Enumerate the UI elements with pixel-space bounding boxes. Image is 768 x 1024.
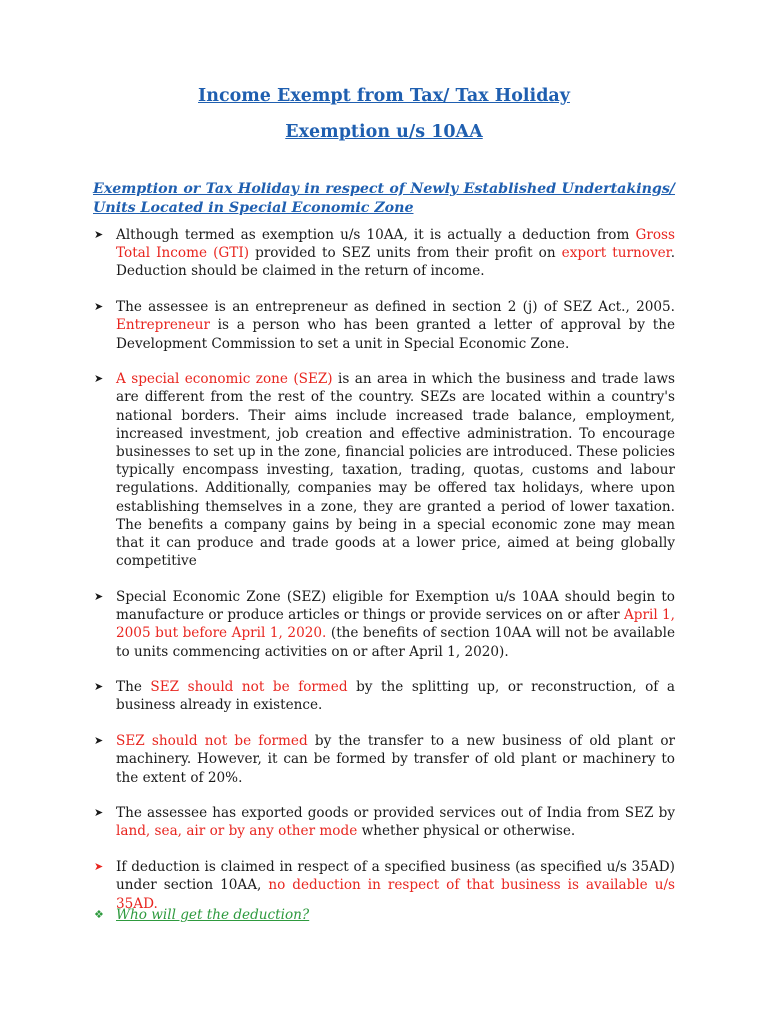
page-subtitle: Exemption u/s 10AA	[285, 122, 483, 142]
diamond-bullet-icon: ❖	[94, 908, 104, 921]
bullet-item	[93, 804, 675, 840]
arrow-bullet-icon: ➤	[94, 300, 104, 314]
arrow-bullet-icon: ➤	[94, 734, 104, 748]
highlight-text: export turnover	[561, 245, 671, 262]
arrow-bullet-icon: ➤	[94, 372, 104, 386]
bullet-text: The assessee has exported goods or provided services out of India from SEZ by	[116, 805, 675, 822]
bullet-text: provided to SEZ units from their profit on	[249, 245, 562, 262]
bullet-item	[93, 370, 675, 570]
bullet-list	[93, 226, 675, 930]
arrow-bullet-icon: ➤	[94, 806, 104, 820]
bullet-text: whether physical or otherwise.	[357, 823, 576, 840]
highlight-text: land, sea, air or by any other mode	[116, 823, 358, 840]
highlight-text: no deduction in respect of that business is available u/s 35AD.	[116, 877, 675, 912]
highlight-text: April 1, 2005 but before April 1, 2020.	[116, 607, 675, 642]
arrow-bullet-icon: ➤	[94, 589, 104, 603]
section-heading: Exemption or Tax Holiday in respect of Newly Established Undertakings/ Units Located in Special Economic Zone	[93, 181, 675, 216]
highlight-text: Entrepreneur	[116, 317, 210, 334]
bullet-text: . Deduction should be claimed in the return of income.	[116, 245, 676, 280]
question-link[interactable]: Who will get the deduction?	[116, 907, 310, 923]
highlight-text: Gross Total Income (GTI)	[116, 227, 675, 262]
bullet-text: If deduction is claimed in respect of a specified business (as specified u/s 35AD) under section 10AA,	[116, 859, 675, 894]
bullet-item	[93, 858, 675, 913]
bullet-text: The	[116, 679, 151, 696]
highlight-text: SEZ should not be formed	[116, 733, 308, 750]
bullet-text: The assessee is an entrepreneur as defined in section 2 (j) of SEZ Act., 2005.	[116, 299, 675, 316]
highlight-text: SEZ should not be formed	[150, 679, 348, 696]
bullet-item	[93, 678, 675, 714]
bullet-item	[93, 298, 675, 353]
bullet-text: Although termed as exemption u/s 10AA, it is actually a deduction from	[116, 227, 636, 243]
bullet-text: (the benefits of section 10AA will not be available to units commencing activities on or after April 1, 2020).	[116, 625, 675, 660]
arrow-bullet-icon: ➤	[94, 680, 104, 694]
bullet-item	[93, 732, 675, 787]
bullet-item	[93, 588, 675, 661]
question-item	[93, 906, 309, 924]
arrow-bullet-icon: ➤	[94, 860, 104, 874]
highlight-text: A special economic zone (SEZ)	[116, 371, 333, 388]
bullet-item	[93, 226, 675, 281]
page-title: Income Exempt from Tax/ Tax Holiday	[198, 86, 570, 106]
bullet-text: is a person who has been granted a letter of approval by the Development Commission to set a unit in Special Economic Zone.	[116, 317, 675, 352]
arrow-bullet-icon: ➤	[94, 228, 104, 241]
bullet-text: by the transfer to a new business of old plant or machinery. However, it can be formed by transfer of old plant or machinery to the extent of 20%.	[116, 733, 675, 786]
bullet-text: by the splitting up, or reconstruction, of a business already in existence.	[116, 679, 675, 714]
bullet-text: Special Economic Zone (SEZ) eligible for Exemption u/s 10AA should begin to manufacture or produce articles or things or provide services on or after	[116, 588, 675, 624]
bullet-text: is an area in which the business and trade laws are different from the rest of the country. SEZs are located within a country's national borders. Their aims include increased trade balance, employment, increased investment, job creation and effective administration. To encourage businesses to set up in the zone, financial policies are introduced. These policies typically encompass investing, taxation, trading, quotas, customs and labour regulations. Additionally, companies may be offered tax holidays, where upon establishing themselves in a zone, they are granted a period of lower taxation. The benefits a company gains by being in a special economic zone may mean that it can produce and trade goods at a lower price, aimed at being globally competitive	[116, 371, 675, 570]
